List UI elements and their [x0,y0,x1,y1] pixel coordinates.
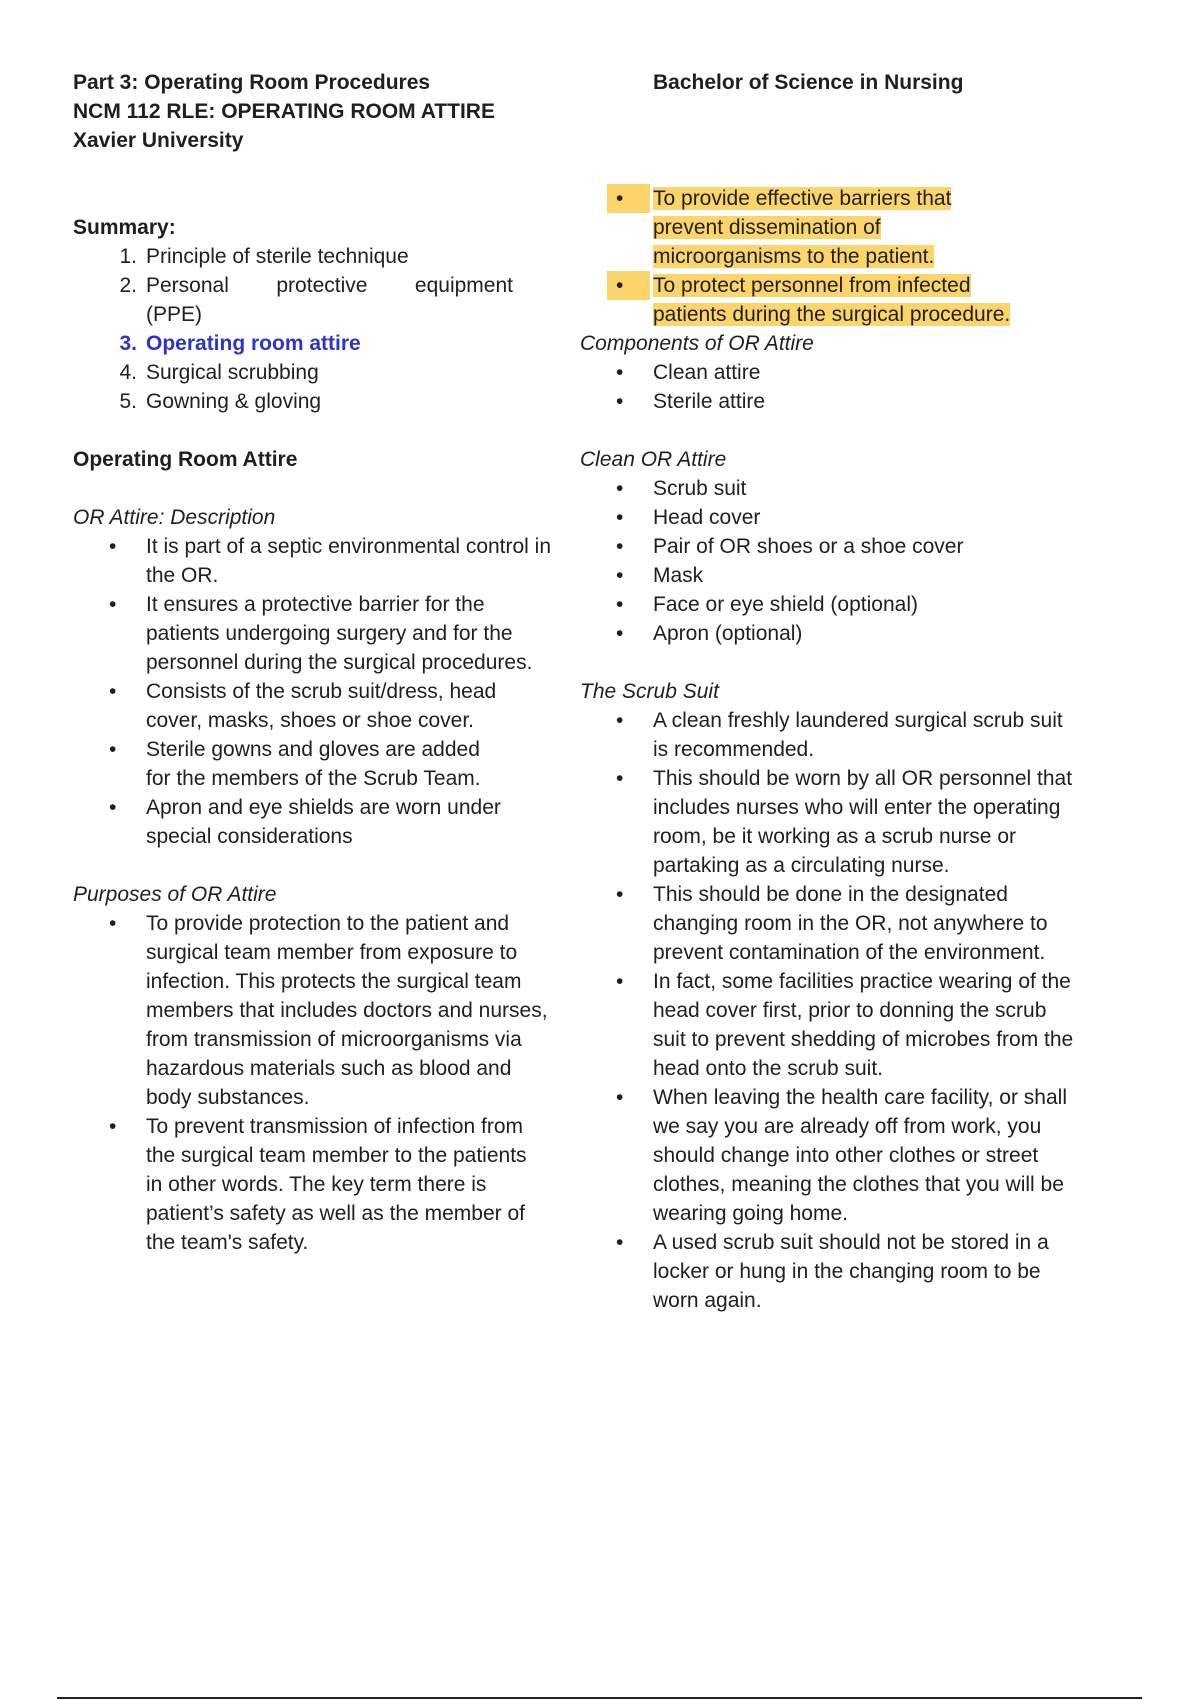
clean-attire-title: Clean OR Attire [580,448,727,471]
list-item: • Apron (optional) [616,622,803,645]
list-item: • To provide protection to the patient and surgical team member from exposure to infection. This protects the surgical team members that includes doctors and nurses, from transmission of microorganisms via hazardous materials such as blood and body substances. [109,912,548,1109]
course-title: NCM 112 RLE: OPERATING ROOM ATTIRE [73,100,495,123]
list-item: • Head cover [616,506,761,529]
right-column [580,68,1074,1315]
purposes-list [73,909,548,1257]
list-item: • It is part of a septic environmental control in the OR. [109,535,552,587]
highlighted-item: • To protect personnel from infected patients during the surgical procedure. [580,271,1033,329]
list-item: • To prevent transmission of infection from the surgical team member to the patients in other words. The key term there is patient’s safety as well as the member of the team's safety. [109,1115,527,1254]
description-title: OR Attire: Description [73,506,276,529]
list-item: • Apron and eye shields are worn under special considerations [109,796,501,848]
list-item: • Consists of the scrub suit/dress, head cover, masks, shoes or shoe cover. [109,680,497,732]
list-item: • Sterile attire [616,390,766,413]
list-item: • It ensures a protective barrier for the patients undergoing surgery and for the personnel during the surgical procedures. [109,593,533,674]
summary-item: 4. Surgical scrubbing [119,361,319,384]
list-item: • Mask [616,564,704,587]
list-item: • In fact, some facilities practice wearing of the head cover first, prior to donning the scrub suit to prevent shedding of microbes from the head onto the scrub suit. [616,970,1074,1080]
part-title: Part 3: Operating Room Procedures [73,71,431,94]
left-column [73,68,552,1257]
summary-item-active: 3. Operating room attire [119,332,361,355]
purposes-title: Purposes of OR Attire [73,883,277,906]
components-list [580,358,1020,416]
list-item: • Face or eye shield (optional) [616,593,918,616]
program-title: Bachelor of Science in Nursing [653,71,964,94]
list-item: • When leaving the health care facility, or shall we say you are already off from work, you should change into other clothes or street clothes, meaning the clothes that you will be wearing going home. [616,1086,1067,1225]
purposes-highlighted-list [580,184,1020,329]
summary-item: 5. Gowning & gloving [119,390,322,413]
scrub-suit-list [580,706,1074,1315]
summary-title: Summary: [73,216,176,239]
list-item: • A clean freshly laundered surgical scrub suit is recommended. [616,709,1063,761]
list-item: • This should be worn by all OR personnel that includes nurses who will enter the operating room, be it working as a scrub nurse or partaking as a circulating nurse. [616,767,1073,877]
summary-item: 1. Principle of sterile technique [119,245,409,268]
list-item: • Sterile gowns and gloves are added for the members of the Scrub Team. [109,738,481,790]
highlighted-item: • To provide effective barriers that prevent dissemination of microorganisms to the patient. [580,184,1023,271]
summary-item: 2. Personal protective equipment (PPE) [119,274,513,326]
list-item: • A used scrub suit should not be stored in a locker or hung in the changing room to be worn again. [616,1231,1049,1312]
footer-rule [57,1697,1142,1699]
list-item: • Pair of OR shoes or a shoe cover [616,535,964,558]
list-item: • This should be done in the designated changing room in the OR, not anywhere to prevent contamination of the environment. [616,883,1048,964]
description-list [73,532,552,851]
scrub-suit-title: The Scrub Suit [580,680,719,703]
list-item: • Clean attire [616,361,761,384]
list-item: • Scrub suit [616,477,747,500]
school-name: Xavier University [73,129,244,152]
components-title: Components of OR Attire [580,332,814,355]
section-title: Operating Room Attire [73,448,298,471]
clean-attire-list [580,474,1020,648]
summary-list [73,242,513,416]
